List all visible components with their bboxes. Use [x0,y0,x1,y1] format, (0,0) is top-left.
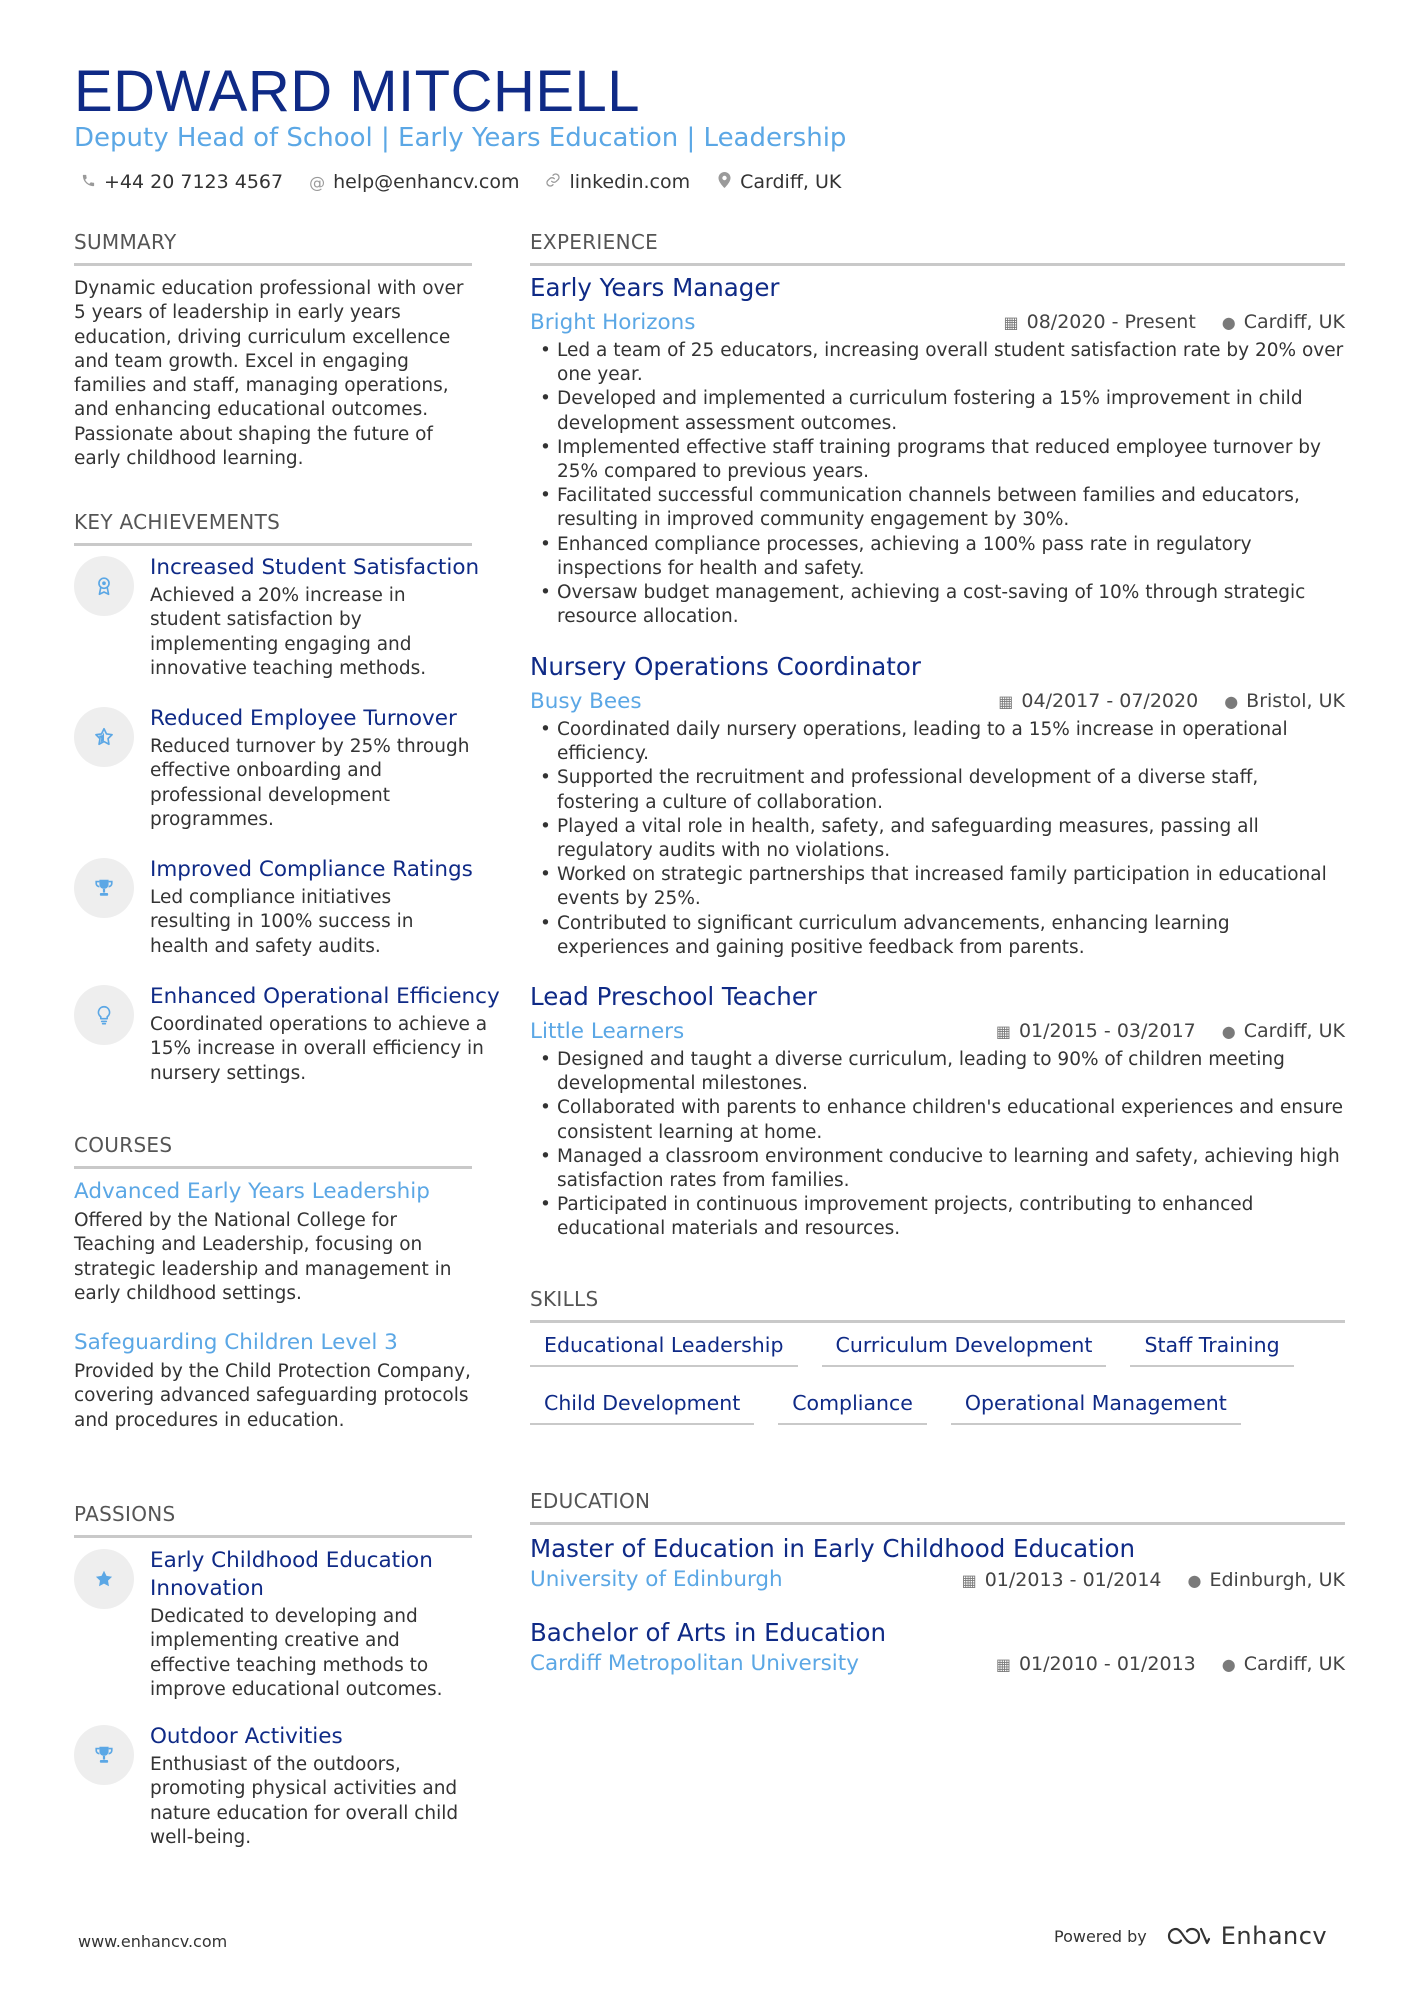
achievement-item [74,554,480,681]
course-desc: Provided by the Child Protection Company, covering advanced safeguarding protocols and procedures in education. [74,1361,471,1431]
job-bullet: • Participated in continuous improvement projects, contributing to enhanced educational materials and resources. [530,1193,1345,1241]
job-dates-text: 04/2017 - 07/2020 [1021,690,1199,712]
star-icon [74,1549,134,1609]
job-entry [530,272,1345,629]
location-icon: ● [1221,1654,1236,1674]
job-location [1222,311,1345,333]
job-dates [1003,311,1195,333]
achievement-title: Improved Compliance Ratings [150,857,473,882]
job-location [1224,690,1345,712]
brand-name: Enhancv [1220,1922,1328,1950]
job-role: Early Years Manager [530,273,780,302]
job-company: Busy Bees [530,688,642,714]
achievement-desc: Led compliance initiatives resulting in 100% success in health and safety audits. [150,887,414,957]
education-dates [962,1569,1162,1591]
job-entry [530,651,1345,960]
education-location [1188,1569,1345,1591]
skill-tag: Staff Training [1130,1333,1293,1367]
job-bullet: • Played a vital role in health, safety, and safeguarding measures, passing all regulatory audits with no violations. [530,815,1345,863]
job-location-text: Cardiff, UK [1243,1020,1345,1042]
location-icon: ● [1187,1570,1202,1590]
passion-desc: Dedicated to developing and implementing creative and effective teaching methods to improve educational outcomes. [150,1606,443,1700]
education-dates [996,1653,1196,1675]
calendar-icon: ▦ [961,1570,977,1590]
contact-linkedin[interactable] [545,171,690,193]
calendar-icon: ▦ [998,692,1014,711]
job-company: Bright Horizons [530,309,696,335]
job-role: Lead Preschool Teacher [530,982,817,1011]
education-school: Cardiff Metropolitan University [530,1651,859,1676]
achievement-title: Enhanced Operational Efficiency [150,984,500,1009]
trophy-icon [74,1725,134,1785]
achievement-item [74,856,474,959]
skill-tag: Educational Leadership [530,1333,798,1367]
passions-heading: PASSIONS [74,1502,472,1538]
job-bullet: • Contributed to significant curriculum advancements, enhancing learning experiences and gaining positive feedback from parents. [530,912,1345,960]
skills-list [530,1333,1345,1449]
job-bullets [530,718,1345,960]
passion-title: Outdoor Activities [150,1724,343,1749]
footer-branding [1054,1922,1327,1950]
contact-location-text: Cardiff, UK [740,171,842,193]
achievement-desc: Coordinated operations to achieve a 15% increase in overall efficiency in nursery settings. [150,1014,488,1084]
education-heading: EDUCATION [530,1489,1345,1525]
candidate-name: EDWARD MITCHELL [74,59,641,124]
job-entry [530,981,1345,1242]
achievement-title: Reduced Employee Turnover [150,706,457,731]
infinity-logo-icon [1165,1925,1211,1947]
job-location-text: Cardiff, UK [1243,311,1345,333]
achievement-item [74,705,474,832]
job-role: Nursery Operations Coordinator [530,652,921,681]
footer-website[interactable]: www.enhancv.com [78,1932,228,1951]
experience-heading: EXPERIENCE [530,230,1345,266]
job-bullet: • Oversaw budget management, achieving a cost-saving of 10% through strategic resource allocation. [530,581,1345,629]
job-bullet: • Coordinated daily nursery operations, leading to a 15% increase in operational efficiency. [530,718,1345,766]
job-dates [996,1020,1196,1042]
contact-phone [80,171,283,193]
enhancv-logo[interactable] [1165,1922,1327,1950]
passion-item [74,1723,474,1850]
job-bullets [530,1048,1345,1242]
contact-location [716,171,841,193]
calendar-icon: ▦ [995,1654,1011,1674]
education-dates-text: 01/2013 - 01/2014 [984,1568,1162,1591]
phone-icon [80,173,96,192]
location-icon: ● [1221,313,1236,332]
summary-heading: SUMMARY [74,230,472,266]
job-bullet: • Facilitated successful communication channels between families and educators, resulting in improved community engagement by 30%. [530,484,1345,532]
location-icon [716,172,732,192]
location-icon: ● [1221,1022,1236,1041]
passion-title: Early Childhood Education Innovation [150,1548,433,1601]
job-bullet: • Supported the recruitment and professional development of a diverse staff, fostering a culture of collaboration. [530,766,1345,814]
achievement-title: Increased Student Satisfaction [150,555,480,580]
location-icon: ● [1224,692,1239,711]
passion-desc: Enthusiast of the outdoors, promoting physical activities and nature education for overall child well-being. [150,1754,459,1848]
courses-heading: COURSES [74,1133,472,1169]
candidate-tagline: Deputy Head of School | Early Years Education | Leadership [74,123,847,153]
award-icon [74,556,134,616]
contact-bar [80,171,841,193]
job-company: Little Learners [530,1018,685,1044]
summary-text: Dynamic education professional with over 5 years of leadership in early years education, driving curriculum excellence and team growth. Excel in engaging families and staff, managing operations, and enhancing educational outcomes. Passionate about shaping the future of early childhood learning. [74,278,464,470]
skill-tag: Operational Management [951,1391,1241,1425]
contact-phone-text: +44 20 7123 4567 [104,171,284,193]
powered-by-label: Powered by [1054,1926,1147,1946]
education-dates-text: 01/2010 - 01/2013 [1018,1652,1196,1675]
course-item [74,1178,474,1306]
job-dates [998,690,1198,712]
at-icon: @ [309,172,326,192]
contact-email[interactable] [309,171,519,193]
job-bullet: • Implemented effective staff training programs that reduced employee turnover by 25% compared to previous years. [530,436,1345,484]
achievement-item [74,983,500,1086]
job-bullets [530,339,1345,629]
job-bullet: • Worked on strategic partnerships that increased family participation in educational events by 25%. [530,863,1345,911]
lightbulb-icon [74,985,134,1045]
achievements-heading: KEY ACHIEVEMENTS [74,510,472,546]
achievement-desc: Achieved a 20% increase in student satisfaction by implementing engaging and innovative teaching methods. [150,585,427,679]
job-bullet: • Collaborated with parents to enhance children's educational experiences and ensure consistent learning at home. [530,1096,1345,1144]
education-location [1222,1653,1345,1675]
job-location-text: Bristol, UK [1246,690,1345,712]
job-bullet: • Managed a classroom environment conducive to learning and safety, achieving high satisfaction rates from families. [530,1145,1345,1193]
job-bullet: • Enhanced compliance processes, achieving a 100% pass rate in regulatory inspections for health and safety. [530,533,1345,581]
passion-item [74,1547,474,1702]
trophy-icon [74,858,134,918]
course-item [74,1329,474,1433]
skills-heading: SKILLS [530,1287,1345,1323]
skill-tag: Child Development [530,1391,754,1425]
skill-tag: Compliance [778,1391,927,1425]
skill-tag: Curriculum Development [822,1333,1107,1367]
calendar-icon: ▦ [1003,313,1019,332]
course-desc: Offered by the National College for Teaching and Leadership, focusing on strategic leadership and management in early childhood settings. [74,1210,452,1304]
achievement-desc: Reduced turnover by 25% through effective onboarding and professional development programmes. [150,736,470,830]
job-bullet: • Led a team of 25 educators, increasing overall student satisfaction rate by 20% over one year. [530,339,1345,387]
education-entry [530,1617,1345,1676]
contact-email-text[interactable]: help@enhancv.com [333,171,520,193]
job-location [1222,1020,1345,1042]
contact-linkedin-text[interactable]: linkedin.com [569,171,691,193]
job-dates-text: 08/2020 - Present [1026,311,1196,333]
course-title: Safeguarding Children Level 3 [74,1330,398,1355]
job-bullet: • Developed and implemented a curriculum fostering a 15% improvement in child development assessment outcomes. [530,387,1345,435]
star-outline-icon [74,707,134,767]
education-degree: Master of Education in Early Childhood Education [530,1534,1136,1563]
education-location-text: Cardiff, UK [1243,1652,1345,1675]
job-bullet: • Designed and taught a diverse curriculum, leading to 90% of children meeting developmental milestones. [530,1048,1345,1096]
education-school: University of Edinburgh [530,1567,783,1592]
job-dates-text: 01/2015 - 03/2017 [1018,1020,1196,1042]
calendar-icon: ▦ [995,1022,1011,1041]
education-entry [530,1533,1345,1592]
education-degree: Bachelor of Arts in Education [530,1618,887,1647]
course-title: Advanced Early Years Leadership [74,1179,430,1204]
link-icon [545,172,561,192]
education-location-text: Edinburgh, UK [1209,1568,1345,1591]
